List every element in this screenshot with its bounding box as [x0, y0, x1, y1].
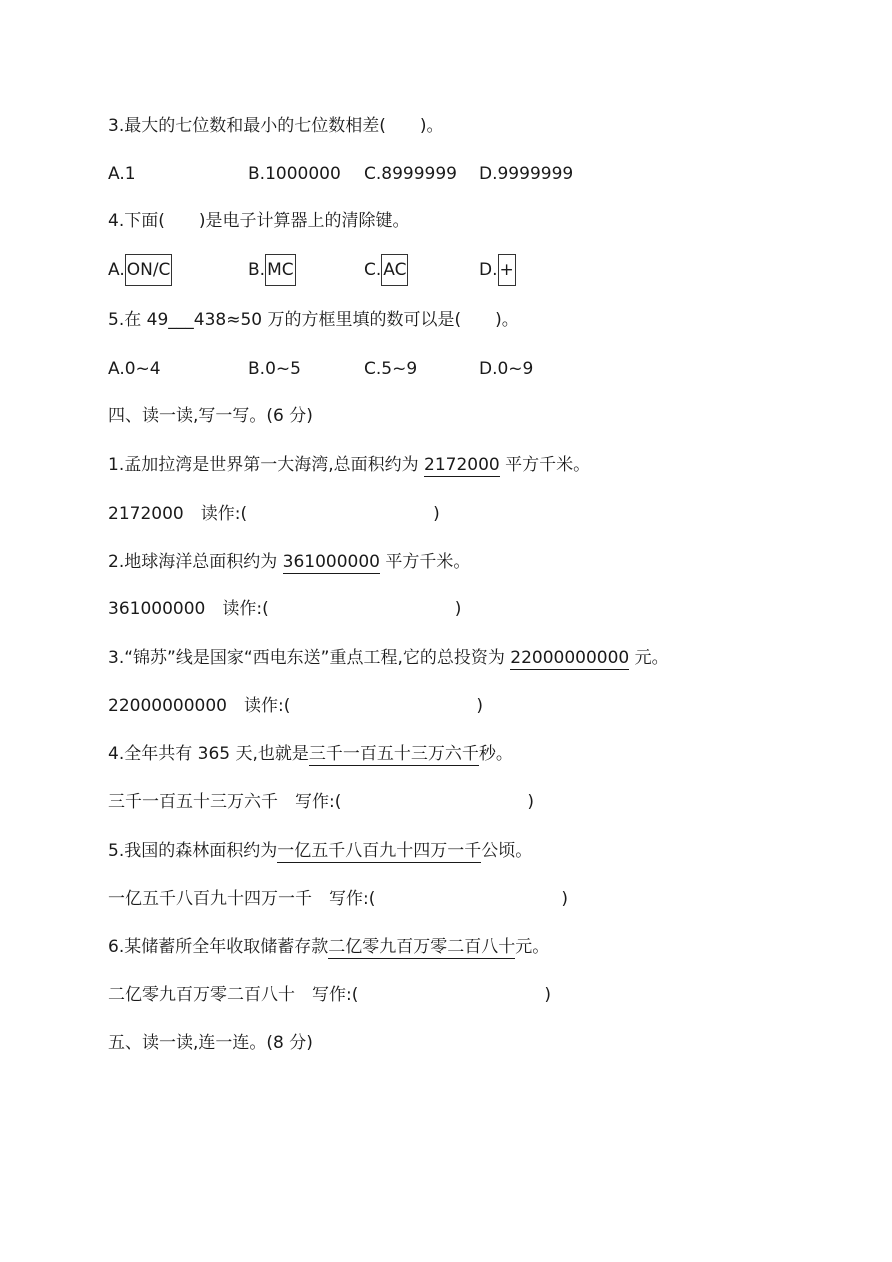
answer-line-5	[108, 887, 568, 911]
answer-suffix: )	[433, 504, 440, 524]
underlined-words: 三千一百五十三万六千	[308, 744, 479, 764]
q4-option-d[interactable]	[479, 254, 516, 286]
answer-suffix: )	[544, 985, 551, 1005]
underlined-number: 361000000	[282, 552, 380, 572]
answer-line-3	[108, 694, 483, 718]
item-text: 1.孟加拉湾是世界第一大海湾,总面积约为	[108, 455, 425, 475]
calculator-key-ac: AC	[381, 254, 408, 286]
calculator-key-plus: +	[498, 254, 516, 286]
item-text: 5.我国的森林面积约为	[108, 841, 278, 861]
q3-option-a[interactable]: A.1	[108, 164, 136, 184]
q3-option-c[interactable]: C.8999999	[364, 164, 457, 184]
section-4-item-3	[108, 646, 669, 670]
q4-option-c[interactable]	[364, 254, 408, 286]
calculator-key-on-c: ON/C	[125, 254, 173, 286]
item-text: 元。	[515, 937, 550, 957]
q4-option-a[interactable]	[108, 254, 172, 286]
answer-line-2	[108, 597, 461, 621]
item-text: 秒。	[478, 744, 513, 764]
item-text: 6.某储蓄所全年收取储蓄存款	[108, 937, 329, 957]
question-3-stem: 3.最大的七位数和最小的七位数相差( )。	[108, 116, 444, 136]
section-4-item-2	[108, 550, 470, 574]
item-text: 平方千米。	[499, 455, 591, 475]
section-4-item-6	[108, 935, 549, 959]
q5-option-d[interactable]: D.0~9	[479, 359, 534, 379]
option-letter: C.	[364, 260, 382, 280]
question-4-stem: 4.下面( )是电子计算器上的清除键。	[108, 211, 410, 231]
answer-prefix: 22000000000 读作:(	[108, 696, 291, 716]
item-text: 元。	[629, 648, 669, 668]
item-text: 公顷。	[481, 841, 533, 861]
answer-prefix: 2172000 读作:(	[108, 504, 248, 524]
answer-suffix: )	[476, 696, 483, 716]
question-5-stem: 5.在 49___438≈50 万的方框里填的数可以是( )。	[108, 310, 519, 330]
answer-line-6	[108, 983, 551, 1007]
q4-option-b[interactable]	[248, 254, 296, 286]
option-letter: B.	[248, 260, 266, 280]
answer-prefix: 二亿零九百万零二百八十 写作:(	[108, 985, 359, 1005]
answer-suffix: )	[527, 792, 534, 812]
answer-line-1	[108, 502, 440, 526]
answer-suffix: )	[561, 889, 568, 909]
item-text: 平方千米。	[379, 552, 471, 572]
section-4-item-4	[108, 742, 513, 766]
option-letter: D.	[479, 260, 498, 280]
calculator-key-mc: MC	[265, 254, 296, 286]
item-text: 2.地球海洋总面积约为	[108, 552, 283, 572]
section-5-heading: 五、读一读,连一连。(8 分)	[108, 1033, 313, 1053]
underlined-words: 二亿零九百万零二百八十	[328, 937, 516, 957]
q5-option-a[interactable]: A.0~4	[108, 359, 161, 379]
section-4-item-5	[108, 839, 532, 863]
section-4-heading: 四、读一读,写一写。(6 分)	[108, 406, 313, 426]
answer-line-4	[108, 790, 534, 814]
q5-option-c[interactable]: C.5~9	[364, 359, 418, 379]
option-letter: A.	[108, 260, 125, 280]
answer-prefix: 一亿五千八百九十四万一千 写作:(	[108, 889, 376, 909]
q3-option-b[interactable]: B.1000000	[248, 164, 341, 184]
item-text: 3.“锦苏”线是国家“西电东送”重点工程,它的总投资为	[108, 648, 511, 668]
underlined-words: 一亿五千八百九十四万一千	[277, 841, 482, 861]
underlined-number: 2172000	[424, 455, 500, 475]
item-text: 4.全年共有 365 天,也就是	[108, 744, 309, 764]
section-4-item-1	[108, 453, 590, 477]
answer-prefix: 361000000 读作:(	[108, 599, 269, 619]
q5-option-b[interactable]: B.0~5	[248, 359, 301, 379]
q3-option-d[interactable]: D.9999999	[479, 164, 574, 184]
underlined-number: 22000000000	[510, 648, 630, 668]
answer-suffix: )	[454, 599, 462, 619]
answer-prefix: 三千一百五十三万六千 写作:(	[108, 792, 342, 812]
